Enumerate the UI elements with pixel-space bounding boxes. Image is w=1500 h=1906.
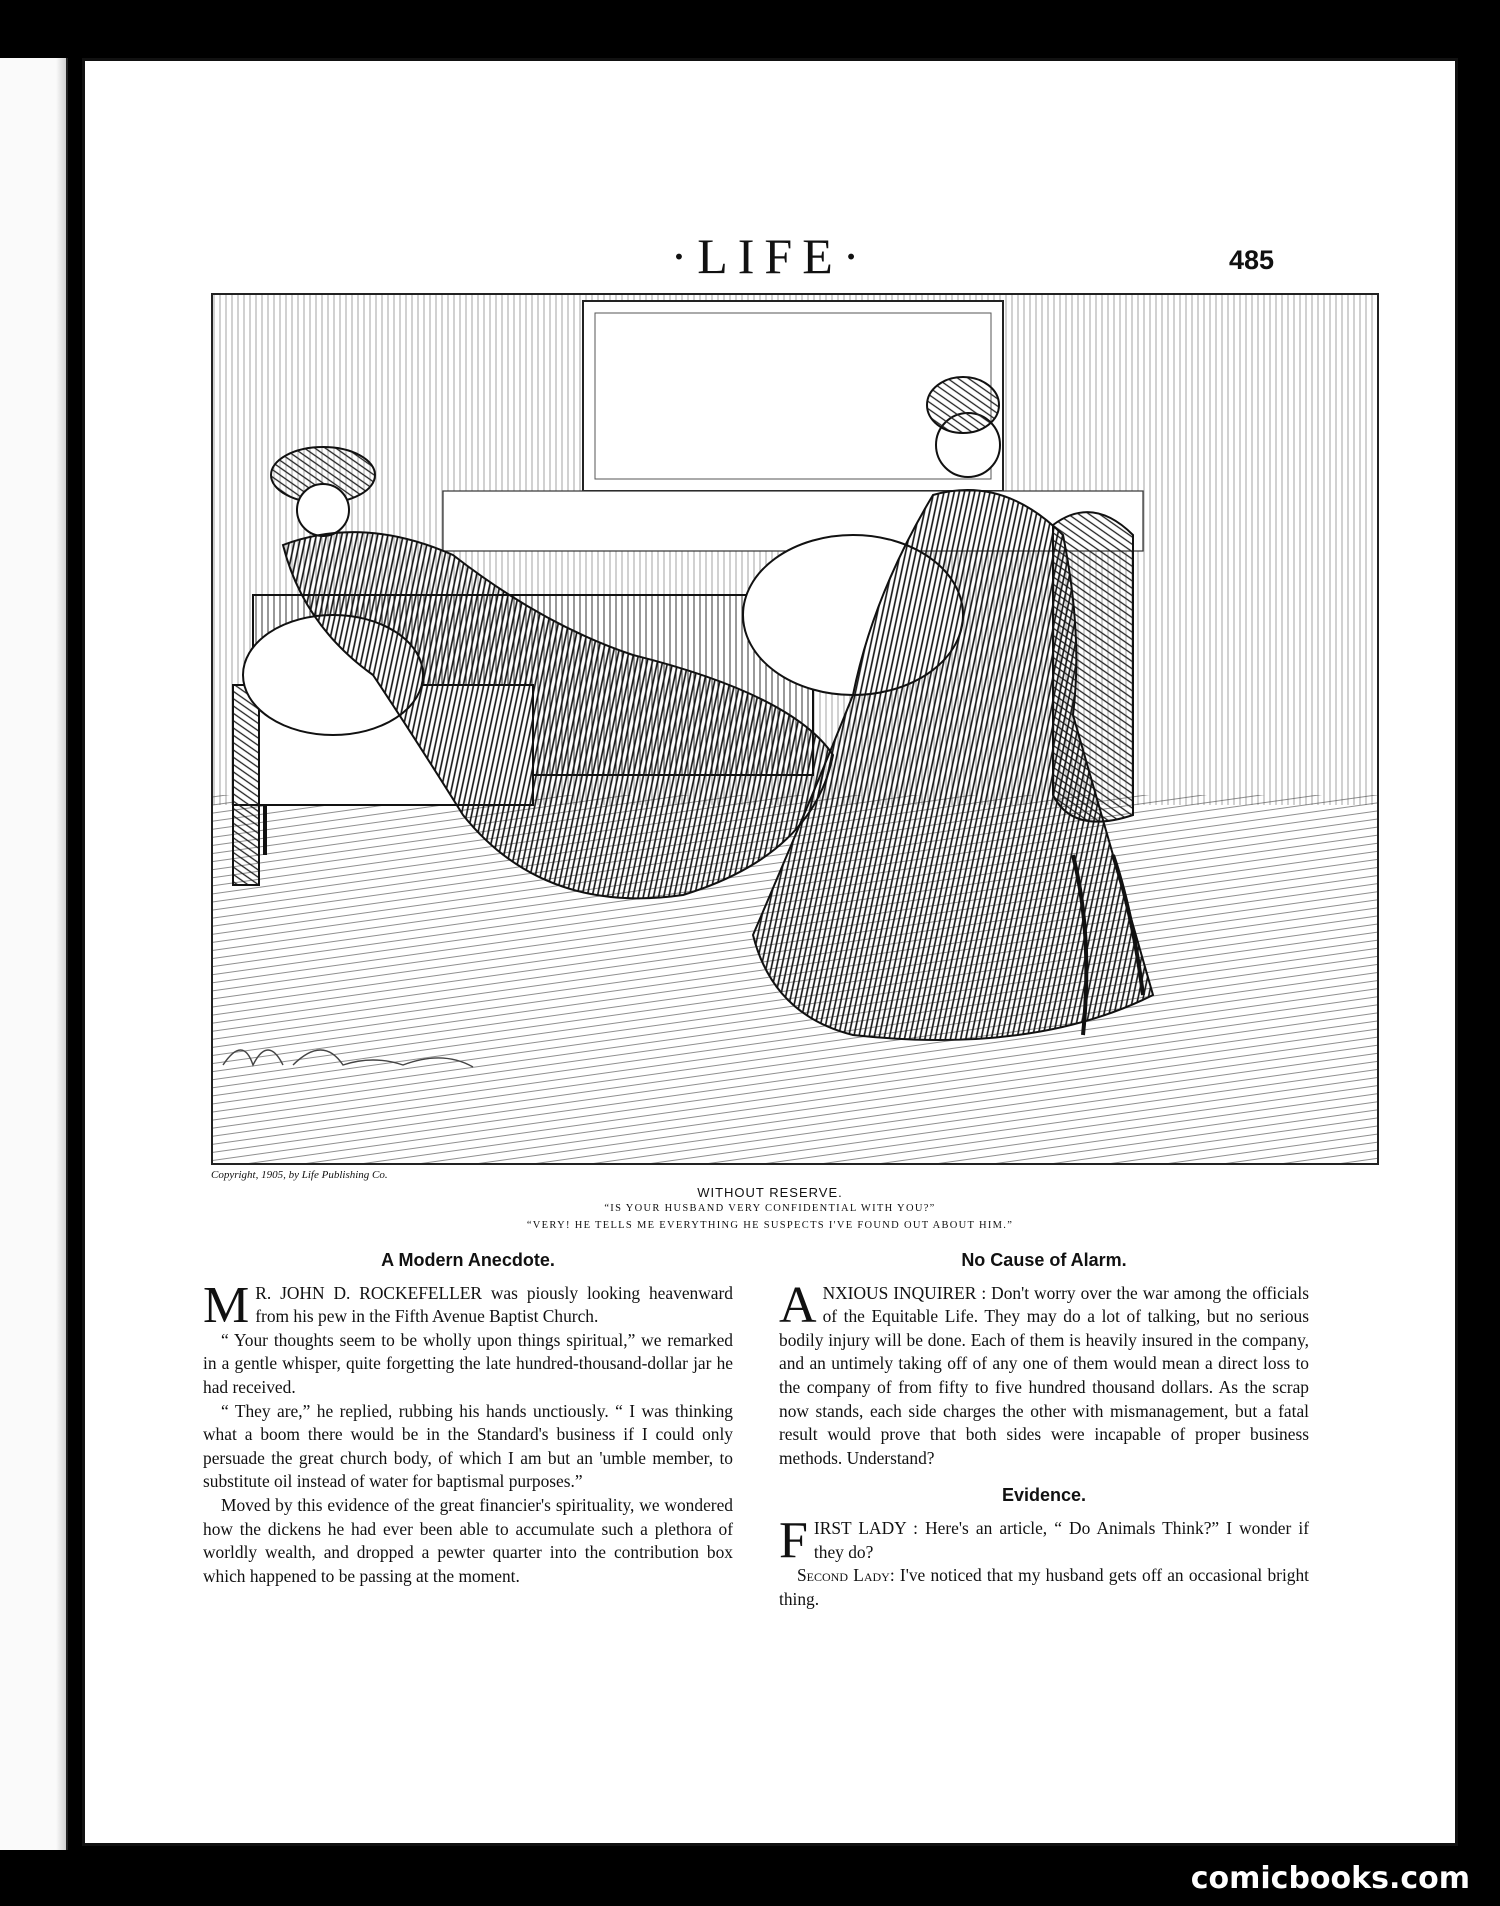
article-paragraph: Moved by this evidence of the great financier's spirituality, we wondered how the dickens he had ever been able to accumulate such a plethora of worldly wealth, and dropped a pewter quarter into the contribution box which happened to be passing at the moment. (203, 1494, 733, 1586)
right-column (779, 1249, 1309, 1611)
paragraph-text: IRST LADY : Here's an article, “ Do Animals Think?” I wonder if they do? (813, 1517, 1309, 1562)
caption-line-1: “IS YOUR HUSBAND VERY CONFIDENTIAL WITH YOU?” (604, 1203, 936, 1214)
site-watermark: comicbooks.com (1190, 1861, 1470, 1896)
paragraph-text: : I've noticed that my husband gets off an occasional bright thing. (779, 1565, 1310, 1609)
left-column (203, 1249, 733, 1588)
illustration-caption (85, 1185, 1455, 1234)
drop-cap: A (779, 1276, 817, 1334)
caption-title: WITHOUT RESERVE. (697, 1185, 843, 1200)
page-number: 485 (1229, 245, 1275, 275)
copyright-line: Copyright, 1905, by Life Publishing Co. (211, 1169, 388, 1181)
speaker-name: Second Lady (797, 1565, 890, 1586)
illustration-drawing (213, 295, 1377, 1163)
article-paragraph (779, 1511, 1309, 1569)
article-paragraph: “ They are,” he replied, rubbing his hands unctiously. “ I was thinking what a boom there would be in the Standard's business if I could only persuade the great church body, of which I am but an 'umble member, to substitute oil instead of water for baptismal purposes.” (203, 1400, 733, 1492)
paragraph-text: NXIOUS INQUIRER : Don't worry over the war among the officials of the Equitable Life. They may do a lot of talking, but no serious bodily injury will be done. Each of them is heavily insured in the company, and an untimely taking off of any one of them would mean a direct loss to the company of from fifty to five hundred thousand dollars. As the scrap now stands, each side charges the other with mismanagement, but a fatal result would prove that both sides were incapable of proper business methods. Understand? (779, 1282, 1309, 1468)
drop-cap: M (203, 1276, 250, 1334)
facing-page-edge (0, 58, 68, 1850)
paragraph-text: R. JOHN D. ROCKEFELLER was piously looking heavenward from his pew in the Fifth Avenue Baptist Church. (255, 1282, 733, 1327)
article-paragraph (779, 1276, 1309, 1471)
article-heading-no-cause-of-alarm: No Cause of Alarm. (961, 1250, 1127, 1270)
article-heading-modern-anecdote: A Modern Anecdote. (381, 1250, 555, 1270)
article-paragraph (203, 1276, 733, 1334)
article-paragraph: “ Your thoughts seem to be wholly upon things spiritual,” we remarked in a gentle whisper, quite forgetting the late hundred-thousand-dollar jar he had received. (203, 1329, 733, 1397)
caption-line-2: “VERY! HE TELLS ME EVERYTHING HE SUSPECTS I'VE FOUND OUT ABOUT HIM.” (526, 1220, 1014, 1231)
article-heading-evidence: Evidence. (1001, 1485, 1087, 1506)
article-paragraph (779, 1564, 1309, 1611)
masthead-title: ·LIFE· (670, 228, 870, 284)
drop-cap: F (779, 1511, 808, 1569)
magazine-page (82, 58, 1458, 1846)
illustration (211, 293, 1379, 1165)
